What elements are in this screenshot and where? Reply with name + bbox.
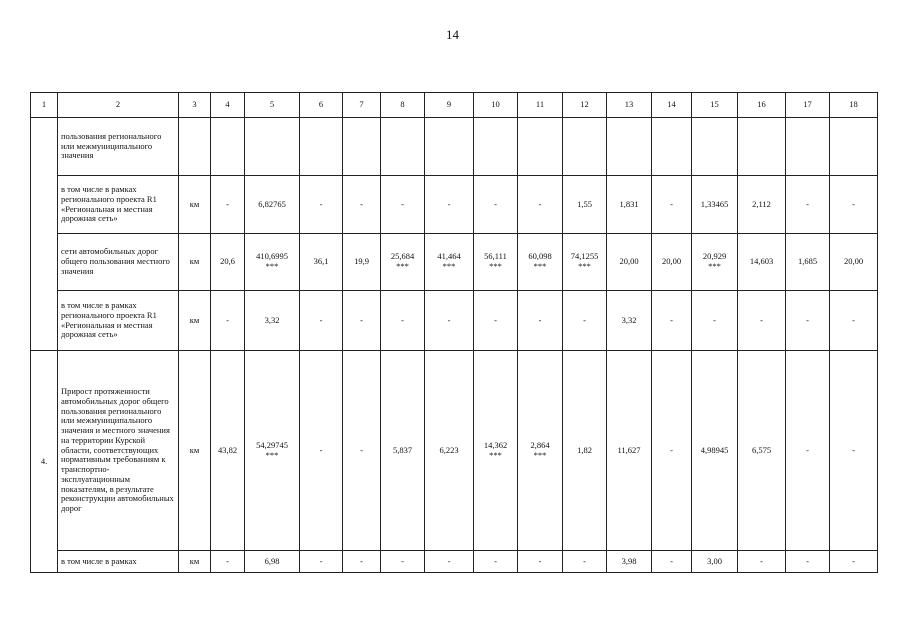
table-row xyxy=(31,118,878,176)
footnote-mark: *** xyxy=(396,261,409,271)
footnote-mark: *** xyxy=(489,449,502,460)
value-cell: 6,82765 xyxy=(245,176,300,234)
value-cell: 1,831 xyxy=(607,176,652,234)
value-cell: - xyxy=(300,551,343,573)
row-description: в том числе в рамках регионального проекта R1 «Региональная и местная дорожная сеть» xyxy=(58,291,179,351)
value-cell: - xyxy=(474,551,518,573)
value-cell xyxy=(652,118,692,176)
table-row xyxy=(31,176,878,234)
footnote-mark: *** xyxy=(578,261,591,271)
value-cell: - xyxy=(692,291,738,351)
value-cell: 3,32 xyxy=(245,291,300,351)
value-cell: - xyxy=(786,176,830,234)
header-cell: 4 xyxy=(211,93,245,118)
value-cell xyxy=(830,118,878,176)
value-cell: - xyxy=(300,176,343,234)
value-cell: - xyxy=(343,351,381,551)
value-cell: 3,98 xyxy=(607,551,652,573)
value-text: 20,929 xyxy=(702,251,727,262)
value-cell: - xyxy=(425,551,474,573)
value-cell xyxy=(381,118,425,176)
value-cell: 43,82 xyxy=(211,351,245,551)
value-cell xyxy=(381,234,425,291)
value-cell: - xyxy=(652,176,692,234)
header-cell: 17 xyxy=(786,93,830,118)
header-cell: 9 xyxy=(425,93,474,118)
header-cell: 2 xyxy=(58,93,179,118)
value-cell: - xyxy=(343,551,381,573)
row-number-cell: 4. xyxy=(31,351,58,573)
header-cell: 7 xyxy=(343,93,381,118)
unit-cell: км xyxy=(179,351,211,551)
row-description: в том числе в рамках xyxy=(58,551,179,573)
value-cell: - xyxy=(211,176,245,234)
header-cell: 6 xyxy=(300,93,343,118)
value-cell: 5,837 xyxy=(381,351,425,551)
footnote-mark: *** xyxy=(489,261,502,271)
footnote-mark: *** xyxy=(533,449,547,460)
value-text: 14,362 xyxy=(483,439,508,450)
value-cell: - xyxy=(786,351,830,551)
value-cell xyxy=(425,234,474,291)
value-cell: - xyxy=(211,551,245,573)
footnote-mark: *** xyxy=(265,261,279,271)
value-text: 2,864 xyxy=(530,439,550,450)
value-cell xyxy=(518,118,563,176)
value-cell xyxy=(343,118,381,176)
value-text: 56,111 xyxy=(484,251,507,262)
value-cell: 6,223 xyxy=(425,351,474,551)
value-cell: 6,98 xyxy=(245,551,300,573)
value-cell: - xyxy=(425,291,474,351)
value-cell: 11,627 xyxy=(607,351,652,551)
page-number: 14 xyxy=(446,27,459,42)
unit-cell: км xyxy=(179,291,211,351)
value-cell: 19,9 xyxy=(343,234,381,291)
value-cell: - xyxy=(830,291,878,351)
value-cell xyxy=(474,118,518,176)
value-cell: - xyxy=(652,351,692,551)
value-text: 60,098 xyxy=(528,251,552,262)
value-cell xyxy=(607,118,652,176)
value-cell: 1,55 xyxy=(563,176,607,234)
value-cell: 4,98945 xyxy=(692,351,738,551)
value-cell: - xyxy=(830,551,878,573)
value-cell: - xyxy=(563,291,607,351)
value-cell xyxy=(300,118,343,176)
value-cell: - xyxy=(830,176,878,234)
value-cell: - xyxy=(518,176,563,234)
value-cell xyxy=(518,351,563,551)
value-cell: 20,00 xyxy=(830,234,878,291)
value-cell xyxy=(692,234,738,291)
value-cell: 1,82 xyxy=(563,351,607,551)
value-cell: 20,6 xyxy=(211,234,245,291)
value-cell xyxy=(692,118,738,176)
value-cell: - xyxy=(381,551,425,573)
value-cell: - xyxy=(474,176,518,234)
value-cell: - xyxy=(425,176,474,234)
value-cell: - xyxy=(738,551,786,573)
row-description: пользования регионального или межмуниципального значения xyxy=(58,118,179,176)
value-cell xyxy=(518,234,563,291)
header-cell: 18 xyxy=(830,93,878,118)
header-cell: 5 xyxy=(245,93,300,118)
value-cell: - xyxy=(518,291,563,351)
header-cell: 8 xyxy=(381,93,425,118)
table-row xyxy=(31,234,878,291)
value-cell: 20,00 xyxy=(652,234,692,291)
table-row xyxy=(31,351,878,551)
value-cell: 14,603 xyxy=(738,234,786,291)
footnote-mark: *** xyxy=(708,261,721,271)
value-cell: - xyxy=(343,291,381,351)
value-cell: 3,32 xyxy=(607,291,652,351)
header-cell: 13 xyxy=(607,93,652,118)
value-cell: - xyxy=(381,291,425,351)
value-cell: 20,00 xyxy=(607,234,652,291)
value-text: 54,29745 xyxy=(256,439,288,450)
value-cell xyxy=(786,118,830,176)
footnote-mark: *** xyxy=(533,261,547,271)
unit-cell: км xyxy=(179,176,211,234)
value-cell: - xyxy=(786,551,830,573)
row-description: в том числе в рамках регионального проекта R1 «Региональная и местная дорожная сеть» xyxy=(58,176,179,234)
value-cell xyxy=(474,351,518,551)
footnote-mark: *** xyxy=(442,261,456,271)
header-cell: 10 xyxy=(474,93,518,118)
header-cell: 16 xyxy=(738,93,786,118)
value-cell xyxy=(563,118,607,176)
value-cell xyxy=(245,351,300,551)
table-row xyxy=(31,291,878,351)
row-number-cell xyxy=(31,118,58,351)
value-cell: - xyxy=(474,291,518,351)
value-cell: 6,575 xyxy=(738,351,786,551)
value-cell: - xyxy=(211,291,245,351)
value-cell: - xyxy=(738,291,786,351)
value-text: 25,684 xyxy=(390,251,415,262)
value-cell: 2,112 xyxy=(738,176,786,234)
value-cell: - xyxy=(786,291,830,351)
value-text: 410,6995 xyxy=(256,251,288,262)
value-cell: - xyxy=(343,176,381,234)
unit-cell: км xyxy=(179,234,211,291)
value-cell xyxy=(474,234,518,291)
header-cell: 15 xyxy=(692,93,738,118)
header-cell: 11 xyxy=(518,93,563,118)
value-cell xyxy=(563,234,607,291)
value-cell: - xyxy=(830,351,878,551)
value-cell: 1,33465 xyxy=(692,176,738,234)
header-cell: 14 xyxy=(652,93,692,118)
value-cell xyxy=(245,118,300,176)
footnote-mark: *** xyxy=(265,449,279,460)
data-table xyxy=(30,92,878,573)
value-cell: 36,1 xyxy=(300,234,343,291)
row-description: Прирост протяженности автомобильных дорог общего пользования регионального или межмуниципального значения и местного значения на территории Курской области, соответствующих нормативным требованиям к транспортно-эксплуатационным показателям, в результате реконструкции автомобильных дорог xyxy=(58,351,179,551)
value-cell: - xyxy=(652,551,692,573)
value-cell xyxy=(425,118,474,176)
header-cell: 12 xyxy=(563,93,607,118)
value-cell: - xyxy=(300,291,343,351)
value-cell xyxy=(211,118,245,176)
header-row xyxy=(31,93,878,118)
value-cell: - xyxy=(518,551,563,573)
value-cell: - xyxy=(563,551,607,573)
value-cell: 3,00 xyxy=(692,551,738,573)
value-cell: 1,685 xyxy=(786,234,830,291)
value-text: 74,1255 xyxy=(570,251,599,262)
header-cell: 3 xyxy=(179,93,211,118)
unit-cell xyxy=(179,118,211,176)
row-description: сети автомобильных дорог общего пользования местного значения xyxy=(58,234,179,291)
unit-cell: км xyxy=(179,551,211,573)
value-text: 41,464 xyxy=(437,251,461,262)
header-cell: 1 xyxy=(31,93,58,118)
value-cell: - xyxy=(300,351,343,551)
table-row xyxy=(31,551,878,573)
value-cell: - xyxy=(652,291,692,351)
value-cell xyxy=(245,234,300,291)
value-cell xyxy=(738,118,786,176)
value-cell: - xyxy=(381,176,425,234)
